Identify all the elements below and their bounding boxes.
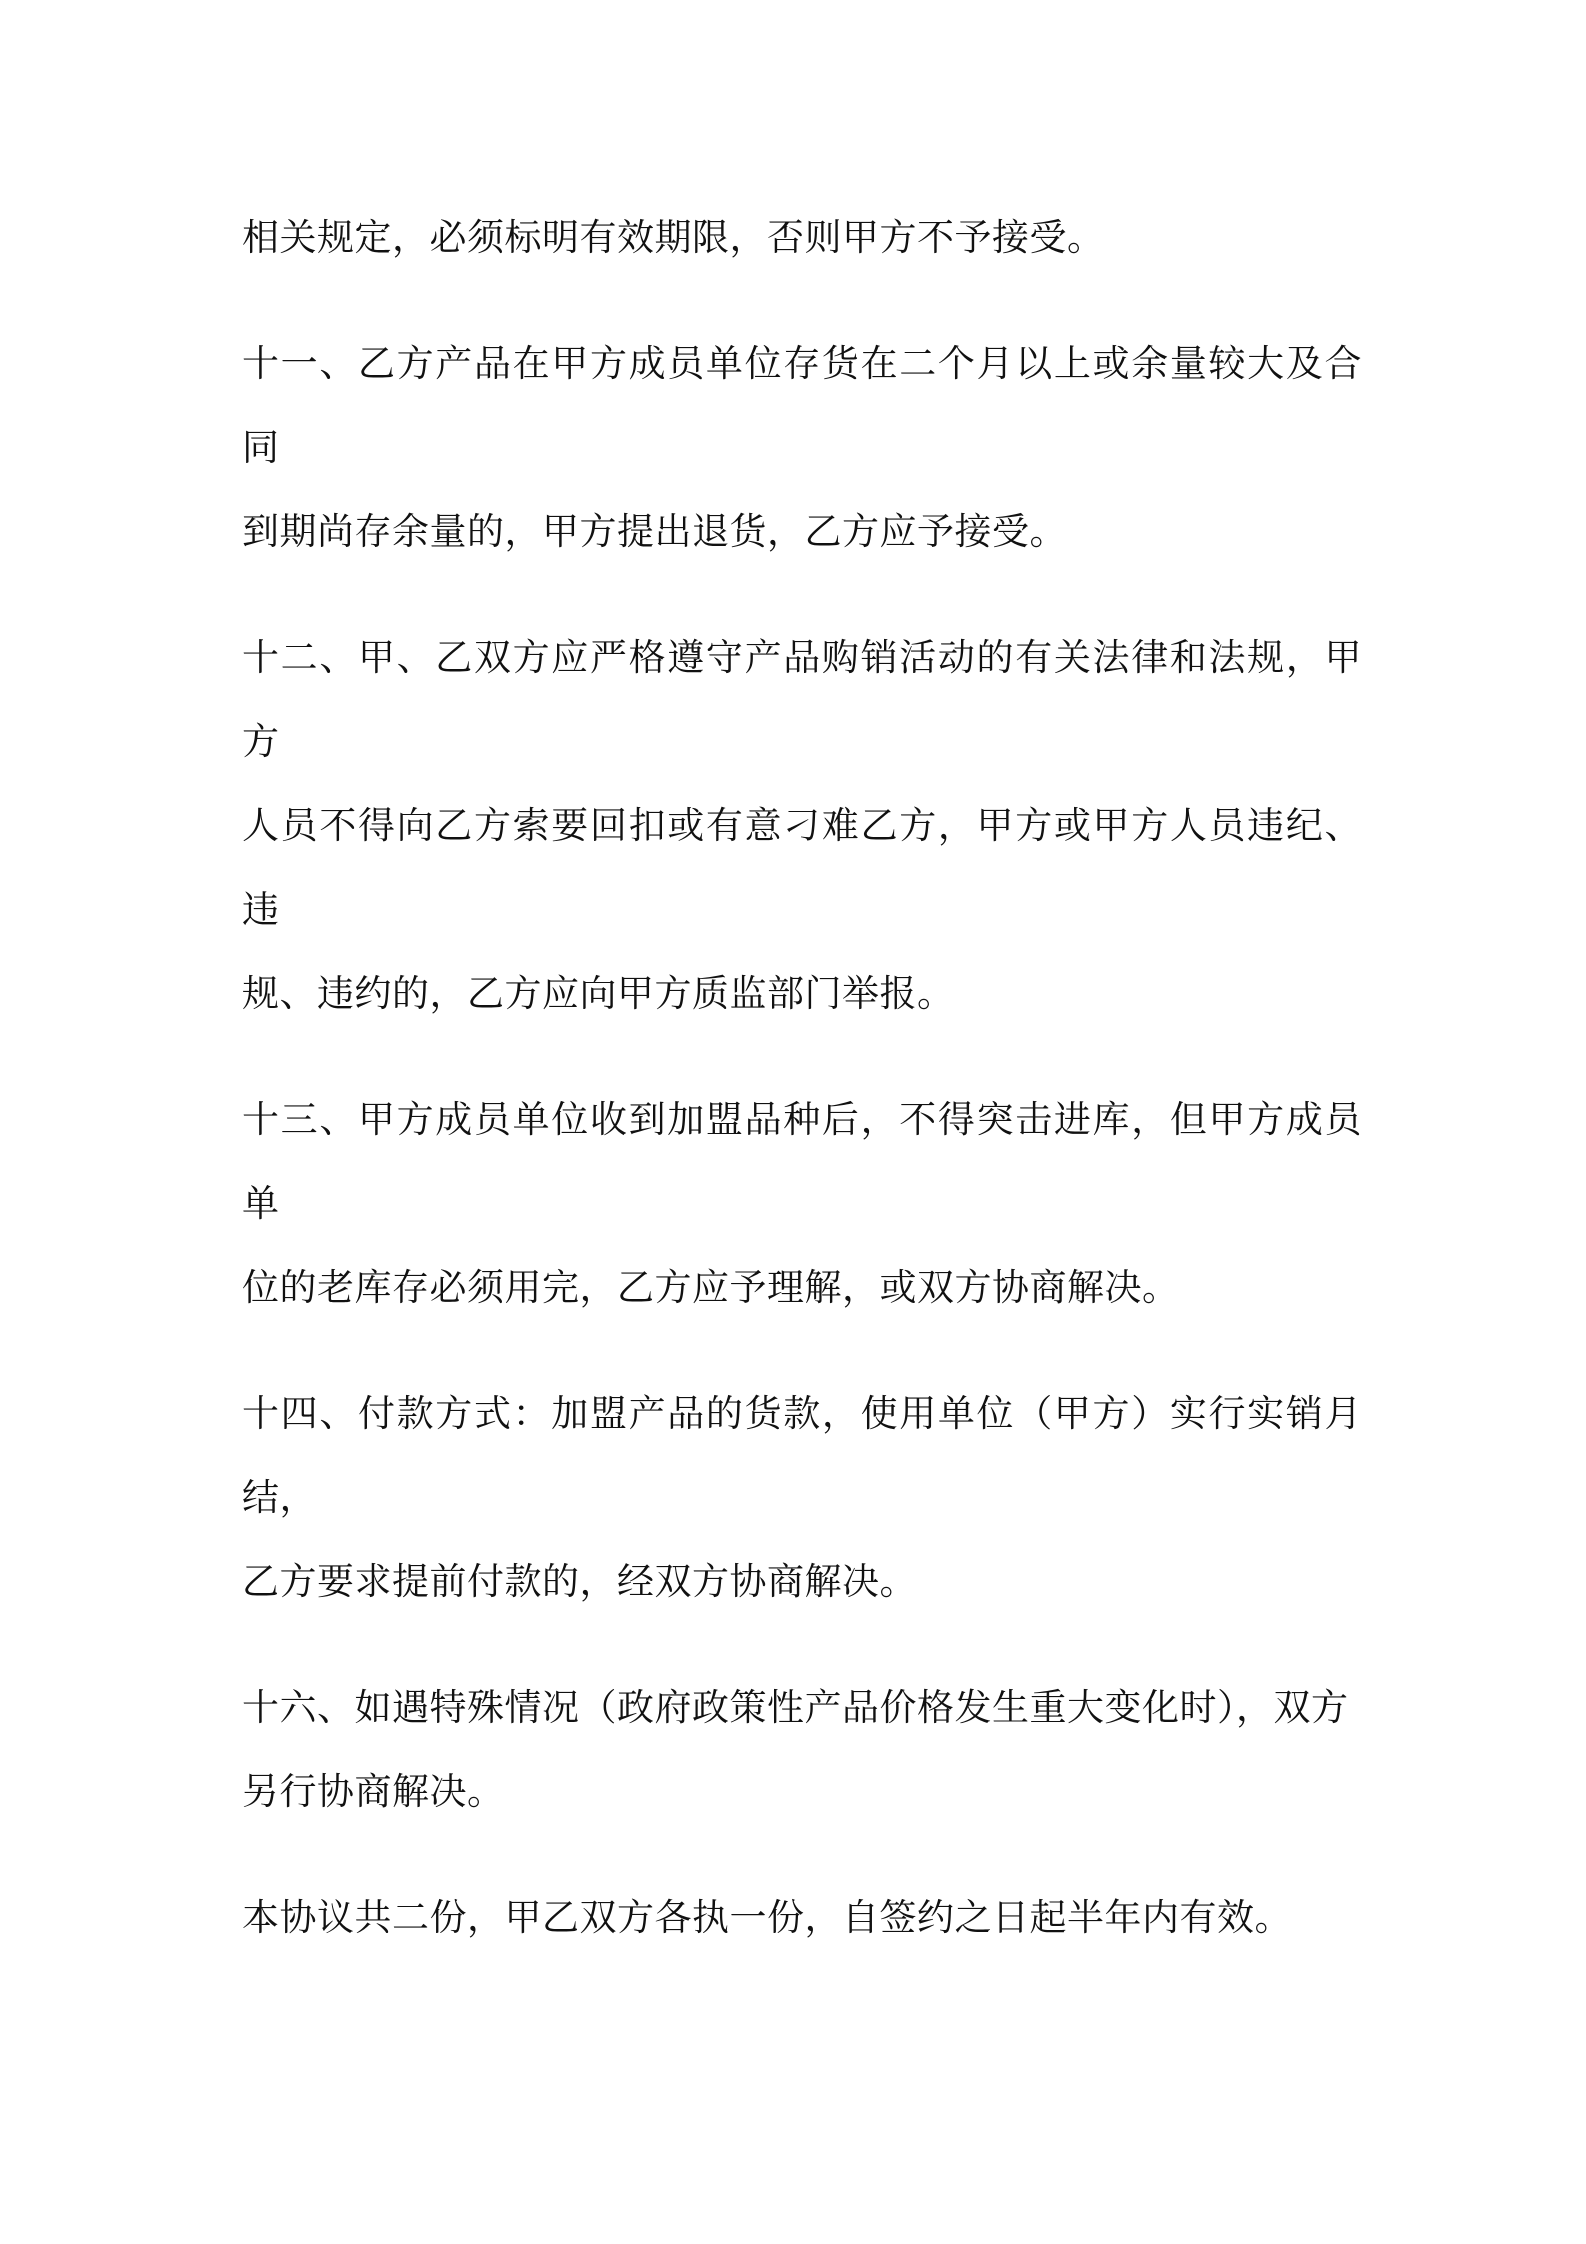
paragraph-clause-14: 十四、付款方式：加盟产品的货款，使用单位（甲方）实行实销月结， 乙方要求提前付款的，经双方协商解决。 <box>242 1392 1362 1603</box>
paragraph-closing: 本协议共二份，甲乙双方各执一份，自签约之日起半年内有效。 <box>242 1896 1292 1939</box>
document-body <box>242 196 1362 1960</box>
paragraph-clause-13: 十三、甲方成员单位收到加盟品种后，不得突击进库，但甲方成员单 位的老库存必须用完，乙方应予理解，或双方协商解决。 <box>242 1098 1362 1309</box>
paragraph-clause-11: 十一、乙方产品在甲方成员单位存货在二个月以上或余量较大及合同 到期尚存余量的，甲方提出退货，乙方应予接受。 <box>242 342 1362 553</box>
paragraph-clause-16: 十六、如遇特殊情况（政府政策性产品价格发生重大变化时），双方 另行协商解决。 <box>242 1686 1349 1813</box>
paragraph-clause-12: 十二、甲、乙双方应严格遵守产品购销活动的有关法律和法规，甲方 人员不得向乙方索要回扣或有意刁难乙方，甲方或甲方人员违纪、违 规、违约的，乙方应向甲方质监部门举报。 <box>242 636 1362 1015</box>
paragraph-validity-clause: 相关规定，必须标明有效期限，否则甲方不予接受。 <box>242 216 1105 259</box>
